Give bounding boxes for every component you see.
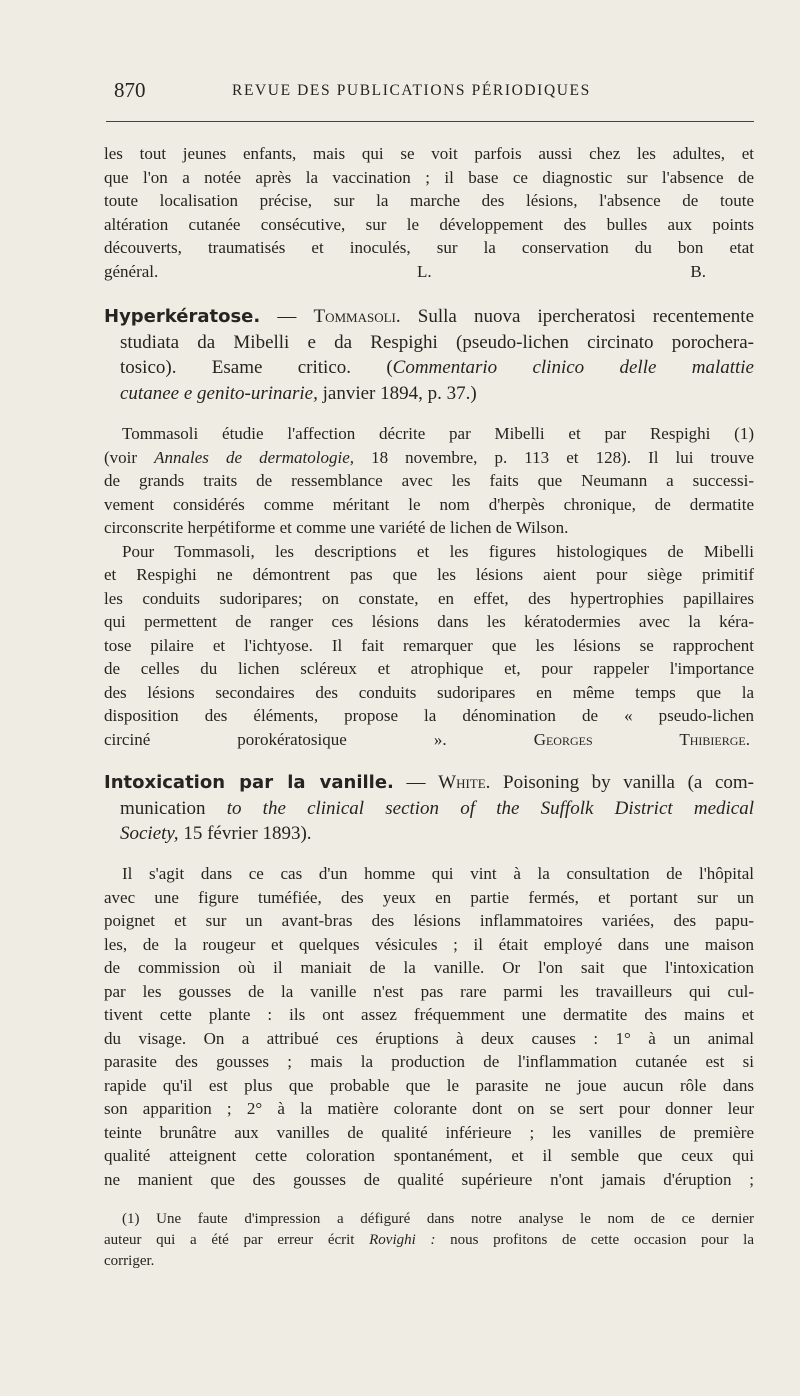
text-line: de commission où il maniait de la vanille. Or l'on sait que l'intoxication <box>104 958 754 977</box>
journal-title: Commentario clinico delle malattie <box>392 357 754 378</box>
text-line: disposition des éléments, propose la dénomination de « pseudo-lichen <box>104 706 754 725</box>
article-1-heading: Hyperkératose. <box>104 306 261 327</box>
signature-lb: L. B. <box>417 261 706 281</box>
title-line <box>104 796 754 822</box>
title-line <box>104 381 754 407</box>
text-line: de celles du lichen scléreux et atrophique et, pour rappeler l'importance <box>104 659 754 678</box>
header-rule <box>106 121 754 122</box>
article-2-author: White. <box>438 772 491 793</box>
text-line: des lésions secondaires des conduits sudoripares en même temps que la <box>104 682 754 702</box>
text-line: tivent cette plante : ils ont assez fréquemment une dermatite des mains et <box>104 1005 754 1024</box>
text-line: Il s'agit dans ce cas d'un homme qui vint à la consultation de l'hôpital <box>122 864 754 883</box>
text-line: les, de la rougeur et quelques vésicules ; il était employé dans une maison <box>104 934 754 954</box>
article-2-body <box>104 862 754 1191</box>
text-line: poignet et sur un avant-bras des lésions inflammatoires variées, des papu- <box>104 911 754 930</box>
title-line <box>104 355 754 381</box>
text-fragment: Sulla nuova ipercheratosi recentemente <box>400 306 755 327</box>
running-title: REVUE DES PUBLICATIONS PÉRIODIQUES <box>232 82 591 99</box>
text-line: vement considérés comme méritant le nom d'herpès chronique, de dermatite <box>104 494 754 514</box>
text-line: avec une figure tuméfiée, des yeux en partie fermés, et portant sur un <box>104 887 754 907</box>
footnote-line <box>104 1230 754 1251</box>
text-line: et Respighi ne démontrent pas que les lésions aient pour siège primitif <box>104 565 754 584</box>
text-line: les conduits sudoripares; on constate, en effet, des hypertrophies papillaires <box>104 588 754 608</box>
text-line: découverts, traumatisés et inoculés, sur la conservation du bon etat <box>104 238 754 257</box>
text-line: rapide qu'il est plus que probable que le parasite ne joue aucun rôle dans <box>104 1075 754 1095</box>
text-line: que l'on a notée après la vaccination ; il base ce diagnostic sur l'absence de <box>104 167 754 187</box>
text-line <box>104 260 754 284</box>
text-fragment: 15 février 1893). <box>178 823 312 844</box>
article-1-title <box>104 304 754 406</box>
dash: — <box>260 306 314 327</box>
footnote <box>104 1209 754 1272</box>
title-line <box>104 821 754 847</box>
text-line: circonscrite herpétiforme et comme une variété de lichen de Wilson. <box>104 518 569 537</box>
page-header <box>106 78 754 114</box>
text-line: qui permettent de ranger ces lésions dans les kératodermies avec la kéra- <box>104 612 754 631</box>
text-line: toute localisation précise, sur la marche des lésions, l'absence de toute <box>104 191 754 210</box>
text-line: tose pilaire et l'ichtyose. Il fait remarquer que les lésions se rapprochent <box>104 635 754 655</box>
title-line <box>104 304 754 330</box>
text-line: ne manient que des gousses de qualité supérieure n'ont jamais d'éruption ; <box>104 1169 754 1189</box>
text-line: les tout jeunes enfants, mais qui se voit parfois aussi chez les adultes, et <box>104 144 754 163</box>
signature-thibierge: Georges Thibierge. <box>533 729 751 749</box>
footnote-line: corriger. <box>104 1253 155 1269</box>
journal-title: Annales de dermatologie, <box>154 447 354 467</box>
text-line: son apparition ; 2° à la matière colorante dont on se sert pour donner leur <box>104 1099 754 1118</box>
text-fragment: 18 novembre, p. 113 et 128). Il lui trouve <box>354 447 754 467</box>
text-line: par les gousses de la vanille n'est pas rare parmi les travailleurs qui cul- <box>104 981 754 1001</box>
text-line <box>104 728 754 752</box>
text-line: qualité atteignent cette coloration spontanément, et il semble que ceux qui <box>104 1146 754 1165</box>
text-fragment: nous profitons de cette occasion pour la <box>435 1232 755 1248</box>
text-fragment: munication <box>120 797 227 819</box>
intro-paragraph <box>104 142 754 283</box>
text-fragment: tosico). Esame critico. ( <box>120 357 393 378</box>
text-fragment: (voir <box>104 447 155 467</box>
article-2-title <box>104 770 754 847</box>
text-fragment: général. <box>104 261 159 281</box>
page-number: 870 <box>114 78 146 102</box>
text-line: Pour Tommasoli, les descriptions et les figures histologiques de Mibelli <box>122 541 754 561</box>
journal-title: cutanee e genito-urinarie, <box>120 382 318 404</box>
dash: — <box>393 772 439 793</box>
article-1-author: Tommasoli. <box>313 306 401 327</box>
text-line: de grands traits de ressemblance avec les faits que Neumann a successi- <box>104 471 754 490</box>
text-fragment: circiné porokératosique ». <box>104 729 447 749</box>
text-line: altération cutanée consécutive, sur le développement des bulles aux points <box>104 214 754 234</box>
text-line: teinte brunâtre aux vanilles de qualité inférieure ; les vanilles de première <box>104 1122 754 1142</box>
article-1-body <box>104 422 754 751</box>
text-line: du visage. On a attribué ces éruptions à deux causes : 1° à un animal <box>104 1028 754 1048</box>
text-fragment: Poisoning by vanilla (a com- <box>490 772 755 793</box>
text-line: parasite des gousses ; mais la production de l'inflammation cutanée est si <box>104 1052 754 1071</box>
text-line: Tommasoli étudie l'affection décrite par Mibelli et par Respighi (1) <box>122 424 754 443</box>
footnote-line: (1) Une faute d'impression a défiguré dans notre analyse le nom de ce dernier <box>122 1211 754 1227</box>
text-line <box>104 446 754 470</box>
misprinted-name: Rovighi : <box>369 1232 436 1248</box>
title-line: studiata da Mibelli e da Respighi (pseudo-lichen circinato porochera- <box>120 331 754 353</box>
text-fragment: janvier 1894, p. 37.) <box>317 382 477 404</box>
journal-title: to the clinical section of the Suffolk District medical <box>226 797 754 819</box>
title-line <box>104 770 754 796</box>
journal-title: Society, <box>120 823 179 844</box>
article-2-heading: Intoxication par la vanille. <box>104 772 394 793</box>
text-fragment: auteur qui a été par erreur écrit <box>104 1232 370 1248</box>
